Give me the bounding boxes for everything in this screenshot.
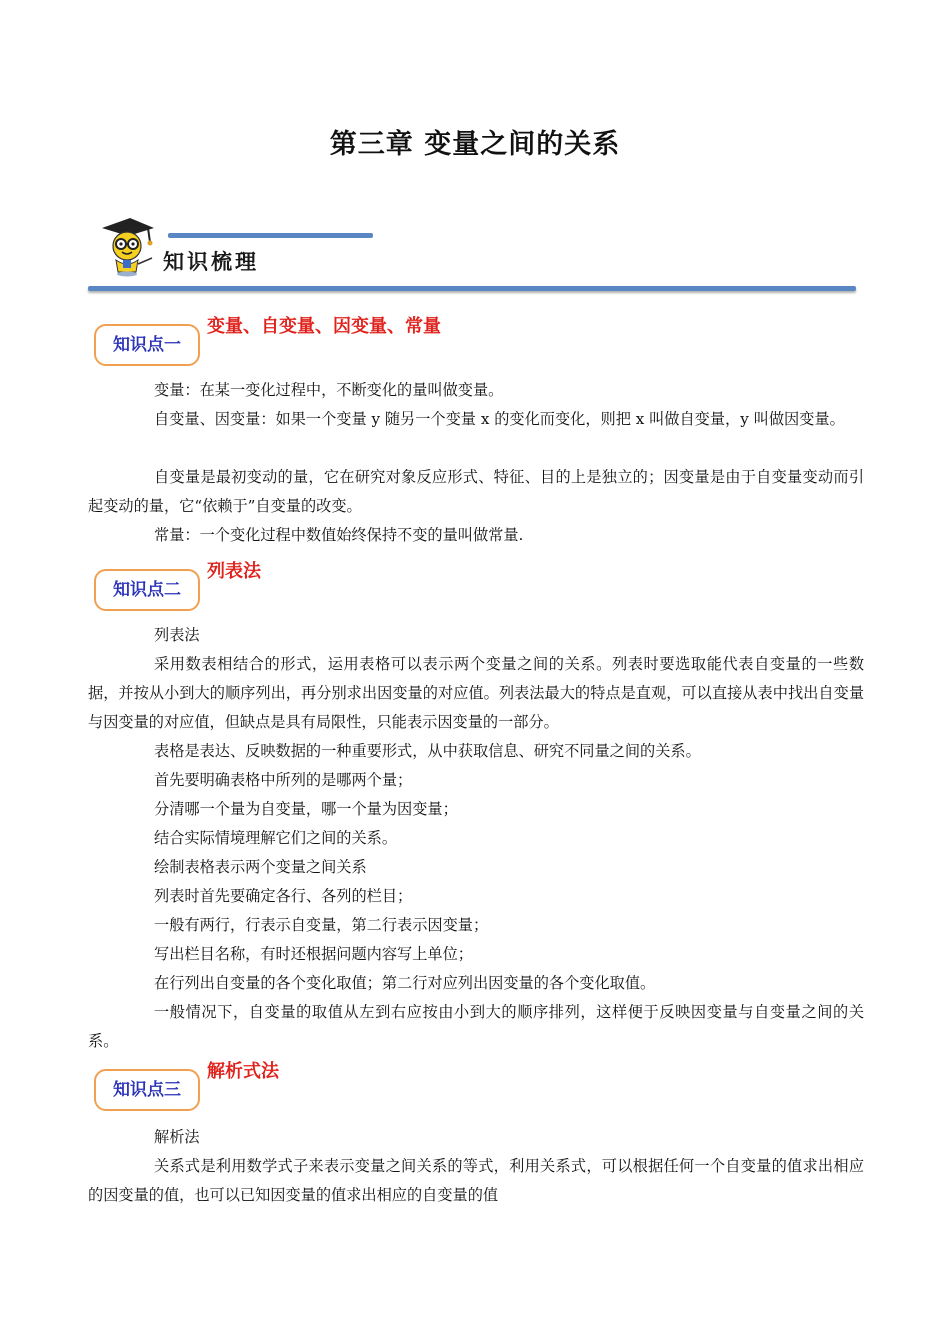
knowledge-point-header	[94, 1063, 464, 1113]
paragraph: 结合实际情境理解它们之间的关系。	[154, 829, 397, 847]
knowledge-point-header	[94, 563, 464, 613]
paragraph: 解析法	[154, 1128, 200, 1146]
knowledge-point-label: 知识点三	[94, 1069, 200, 1111]
paragraph: 列表时首先要确定各行、各列的栏目；	[154, 887, 413, 905]
paragraph: 自变量、因变量：如果一个变量 y 随另一个变量 x 的变化而变化，则把 x 叫做自变量，y 叫做因变量。	[154, 410, 845, 428]
paragraph: 一般有两行，行表示自变量，第二行表示因变量；	[154, 916, 489, 934]
paragraph: 表格是表达、反映数据的一种重要形式，从中获取信息、研究不同量之间的关系。	[154, 742, 701, 760]
knowledge-point-title: 列表法	[207, 561, 261, 582]
paragraph: 一般情况下，自变量的取值从左到右应按由小到大的顺序排列，这样便于反映因变量与自变量之间的关系。	[88, 1003, 864, 1050]
banner-top-line	[168, 233, 373, 238]
paragraph: 常量：一个变化过程中数值始终保持不变的量叫做常量.	[154, 526, 524, 544]
paragraph: 自变量是最初变动的量，它在研究对象反应形式、特征、目的上是独立的；因变量是由于自变量变动而引起变动的量，它“依赖于”自变量的改变。	[88, 468, 864, 515]
paragraph: 关系式是利用数学式子来表示变量之间关系的等式，利用关系式，可以根据任何一个自变量的值求出相应的因变量的值，也可以已知因变量的值求出相应的自变量的值	[88, 1157, 864, 1204]
paragraph: 在行列出自变量的各个变化取值；第二行对应列出因变量的各个变化取值。	[154, 974, 656, 992]
knowledge-point-header	[94, 318, 464, 368]
knowledge-point-title: 解析式法	[207, 1061, 279, 1082]
paragraph: 绘制表格表示两个变量之间关系	[154, 858, 367, 876]
paragraph: 写出栏目名称，有时还根据问题内容写上单位；	[154, 945, 473, 963]
page-title: 第三章 变量之间的关系	[329, 129, 621, 160]
banner-bottom-line	[88, 286, 856, 291]
knowledge-point-label: 知识点一	[94, 324, 200, 366]
section-banner	[88, 210, 860, 300]
banner-label: 知识梳理	[163, 250, 259, 274]
paragraph: 采用数表相结合的形式，运用表格可以表示两个变量之间的关系。列表时要选取能代表自变量的一些数据，并按从小到大的顺序列出，再分别求出因变量的对应值。列表法最大的特点是直观，可以直接从表中找出自变量与因变量的对应值，但缺点是具有局限性，只能表示因变量的一部分。	[88, 655, 864, 731]
paragraph: 分清哪一个量为自变量，哪一个量为因变量；	[154, 800, 458, 818]
knowledge-point-title: 变量、自变量、因变量、常量	[207, 316, 441, 337]
knowledge-point-label: 知识点二	[94, 569, 200, 611]
paragraph: 变量：在某一变化过程中，不断变化的量叫做变量。	[154, 381, 504, 399]
paragraph: 列表法	[154, 626, 200, 644]
paragraph: 首先要明确表格中所列的是哪两个量；	[154, 771, 413, 789]
graduate-mascot-icon	[94, 214, 162, 278]
